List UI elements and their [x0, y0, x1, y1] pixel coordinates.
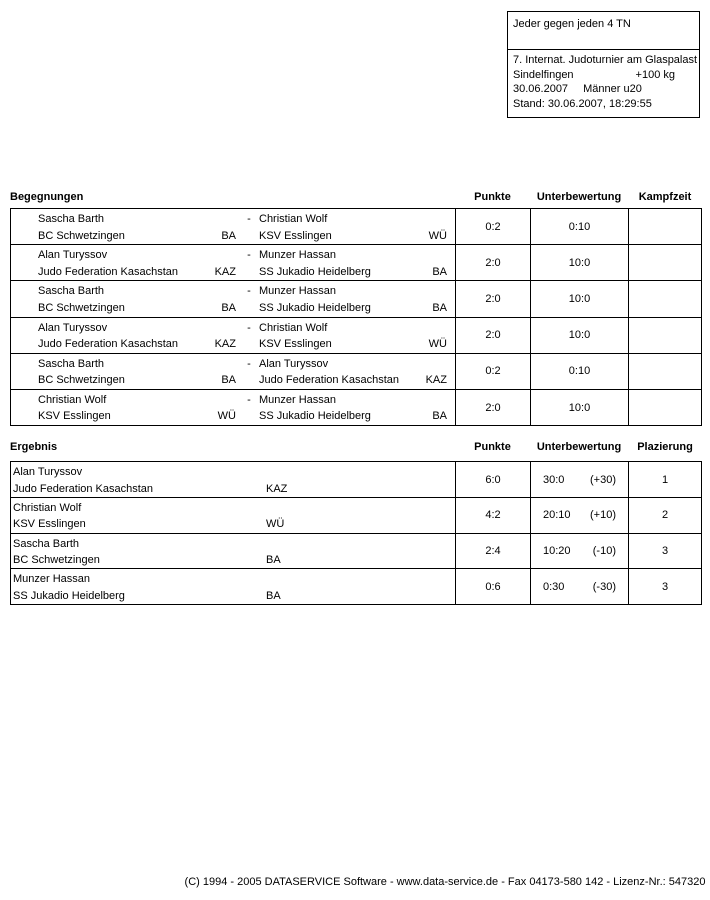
copyright-footer: (C) 1994 - 2005 DATASERVICE Software - www.data-service.de - Fax 04173-580 142 - Lizenz-Nr.: 547320 [184, 876, 706, 888]
fighter-right [259, 392, 447, 425]
punkte-value: 2:0 [455, 245, 530, 280]
results-section-title: Ergebnis [10, 441, 58, 453]
punkte-value: 6:0 [455, 462, 530, 497]
fighter-name: Munzer Hassan [259, 393, 337, 406]
competitor-region: BA [266, 554, 281, 566]
competitor-cell [11, 534, 455, 569]
header-info-box [507, 11, 700, 118]
unterbewertung-cell [530, 498, 628, 533]
unterbewertung-cell [530, 569, 628, 604]
weight-class: +100 kg [635, 68, 675, 81]
punkte-value: 0:2 [455, 209, 530, 244]
competitor-name: Christian Wolf [13, 501, 82, 514]
competitor-club-line [13, 516, 455, 533]
fighter-name: Christian Wolf [38, 393, 107, 406]
competitor-region: BA [266, 589, 281, 602]
fighter-club-line [259, 372, 447, 389]
unterbewertung-diff: (+10) [590, 509, 616, 522]
fighter-club: Judo Federation Kasachstan [38, 338, 179, 351]
result-row [11, 569, 701, 604]
fighter-club: SS Jukadio Heidelberg [259, 410, 371, 423]
fighter-right [259, 247, 447, 280]
kampfzeit-value [628, 245, 701, 280]
unterbewertung-cell [530, 534, 628, 569]
date-category-line [513, 82, 697, 97]
unterbewertung-value: 10:0 [530, 318, 628, 353]
tournament-details [508, 50, 699, 111]
match-pairing-cell [11, 245, 455, 280]
match-pairing-cell [11, 281, 455, 316]
unterbewertung-diff: (+30) [590, 473, 616, 486]
plazierung-value: 2 [628, 498, 701, 533]
stand-timestamp: Stand: 30.06.2007, 18:29:55 [513, 97, 652, 110]
fighter-region: KAZ [214, 265, 236, 278]
fighter-name: Munzer Hassan [259, 285, 337, 298]
competitor-cell [11, 498, 455, 533]
fighter-club-line [259, 300, 447, 317]
results-col-plazierung: Plazierung [637, 441, 693, 453]
fighter-name: Alan Turyssov [38, 249, 108, 262]
unterbewertung-value: 0:10 [530, 209, 628, 244]
plazierung-value: 1 [628, 462, 701, 497]
fighter-name: Alan Turyssov [38, 321, 108, 334]
fighter-club: BC Schwetzingen [38, 229, 125, 242]
fighter-club: Judo Federation Kasachstan [259, 374, 400, 387]
fighter-left [38, 392, 236, 425]
unterbewertung-value: 10:0 [530, 390, 628, 425]
results-col-punkte: Punkte [474, 441, 511, 453]
kampfzeit-value [628, 354, 701, 389]
punkte-value: 2:4 [455, 534, 530, 569]
results-table [10, 461, 702, 605]
fighter-region: KAZ [425, 374, 447, 387]
fighter-club-line [38, 228, 236, 245]
versus-separator: - [247, 393, 251, 406]
match-row [11, 390, 701, 425]
fighter-name: Sascha Barth [38, 285, 105, 298]
fighter-left [38, 247, 236, 280]
fighter-region: WÜ [428, 229, 447, 242]
age-category: Männer u20 [583, 83, 642, 95]
unterbewertung-value: 0:30 [543, 580, 565, 593]
punkte-value: 2:0 [455, 281, 530, 316]
match-row [11, 209, 701, 245]
plazierung-value: 3 [628, 534, 701, 569]
competitor-cell [11, 569, 455, 604]
tournament-name: 7. Internat. Judoturnier am Glaspalast [513, 54, 698, 66]
competitor-club: BC Schwetzingen [13, 554, 100, 566]
fighter-name: Alan Turyssov [259, 357, 329, 370]
fighter-left [38, 356, 236, 389]
matches-section-title: Begegnungen [10, 191, 84, 203]
fighter-region: KAZ [214, 338, 236, 351]
versus-separator: - [247, 285, 251, 298]
kampfzeit-value [628, 281, 701, 316]
competitor-club: Judo Federation Kasachstan [13, 482, 154, 495]
fighter-club-line [259, 228, 447, 245]
fighter-region: BA [221, 374, 236, 387]
fighter-region: BA [432, 265, 447, 278]
fighter-club: KSV Esslingen [259, 229, 332, 242]
fighter-right [259, 211, 447, 244]
fighter-club-line [259, 408, 447, 425]
fighter-region: BA [221, 229, 236, 242]
fighter-region: WÜ [428, 338, 447, 351]
tournament-date: 30.06.2007 [513, 83, 569, 95]
competitor-club: KSV Esslingen [13, 518, 86, 531]
fighter-left [38, 283, 236, 316]
matches-table [10, 208, 702, 426]
competitor-club-line [13, 481, 455, 498]
punkte-value: 2:0 [455, 390, 530, 425]
fighter-club: SS Jukadio Heidelberg [259, 265, 371, 278]
fighter-club-line [38, 300, 236, 317]
fighter-left [38, 211, 236, 244]
fighter-club-line [38, 336, 236, 353]
unterbewertung-diff: (-30) [592, 580, 616, 593]
match-pairing-cell [11, 390, 455, 425]
match-pairing-cell [11, 318, 455, 353]
versus-separator: - [247, 357, 251, 370]
fighter-club-line [38, 408, 236, 425]
competitor-region: KAZ [266, 482, 288, 495]
competitor-club: SS Jukadio Heidelberg [13, 589, 125, 602]
unterbewertung-value: 10:20 [543, 545, 571, 557]
fighter-left [38, 320, 236, 353]
fighter-club: KSV Esslingen [38, 410, 111, 423]
fighter-name: Christian Wolf [259, 321, 328, 334]
fighter-right [259, 283, 447, 316]
fighter-right [259, 356, 447, 389]
matches-header-row [10, 190, 702, 205]
fighter-club: KSV Esslingen [259, 338, 332, 351]
match-row [11, 354, 701, 390]
kampfzeit-value [628, 390, 701, 425]
unterbewertung-value: 0:10 [530, 354, 628, 389]
versus-separator: - [247, 321, 251, 334]
unterbewertung-value: 10:0 [530, 281, 628, 316]
location-weight-line [513, 68, 697, 83]
result-row [11, 498, 701, 534]
unterbewertung-diff: (-10) [592, 545, 616, 557]
fighter-region: BA [432, 410, 447, 423]
fighter-name: Munzer Hassan [259, 249, 337, 262]
versus-separator: - [247, 213, 251, 225]
match-row [11, 245, 701, 281]
unterbewertung-value: 20:10 [543, 509, 571, 522]
punkte-value: 4:2 [455, 498, 530, 533]
match-row [11, 281, 701, 317]
fighter-region: BA [221, 301, 236, 314]
results-col-unterbewertung: Unterbewertung [536, 441, 622, 453]
fighter-club-line [259, 264, 447, 281]
competitor-region: WÜ [266, 518, 285, 531]
competitor-club-line [13, 588, 455, 605]
unterbewertung-value: 10:0 [530, 245, 628, 280]
competitor-name: Sascha Barth [13, 537, 80, 550]
versus-separator: - [247, 249, 251, 262]
fighter-club: SS Jukadio Heidelberg [259, 301, 371, 314]
competitor-name: Munzer Hassan [13, 573, 91, 586]
results-header-row [10, 440, 702, 455]
fighter-region: BA [432, 301, 447, 314]
matches-col-punkte: Punkte [474, 191, 511, 203]
fighter-name: Sascha Barth [38, 357, 105, 370]
fighter-region: WÜ [217, 410, 236, 423]
match-pairing-cell [11, 209, 455, 244]
unterbewertung-value: 30:0 [543, 473, 565, 486]
matches-col-unterbewertung: Unterbewertung [536, 191, 622, 203]
competitor-club-line [13, 552, 455, 569]
bracket-mode: Jeder gegen jeden 4 TN [508, 12, 699, 50]
fighter-club: BC Schwetzingen [38, 374, 125, 387]
result-row [11, 462, 701, 498]
plazierung-value: 3 [628, 569, 701, 604]
matches-col-kampfzeit: Kampfzeit [638, 191, 692, 203]
competitor-cell [11, 462, 455, 497]
match-row [11, 318, 701, 354]
fighter-club: Judo Federation Kasachstan [38, 265, 179, 278]
fighter-club: BC Schwetzingen [38, 301, 125, 314]
kampfzeit-value [628, 209, 701, 244]
fighter-right [259, 320, 447, 353]
fighter-club-line [259, 336, 447, 353]
kampfzeit-value [628, 318, 701, 353]
punkte-value: 2:0 [455, 318, 530, 353]
result-row [11, 534, 701, 570]
fighter-club-line [38, 264, 236, 281]
fighter-club-line [38, 372, 236, 389]
match-pairing-cell [11, 354, 455, 389]
punkte-value: 0:6 [455, 569, 530, 604]
fighter-name: Christian Wolf [259, 213, 328, 225]
tournament-location: Sindelfingen [513, 68, 574, 81]
fighter-name: Sascha Barth [38, 213, 105, 225]
unterbewertung-cell [530, 462, 628, 497]
punkte-value: 0:2 [455, 354, 530, 389]
competitor-name: Alan Turyssov [13, 466, 83, 478]
